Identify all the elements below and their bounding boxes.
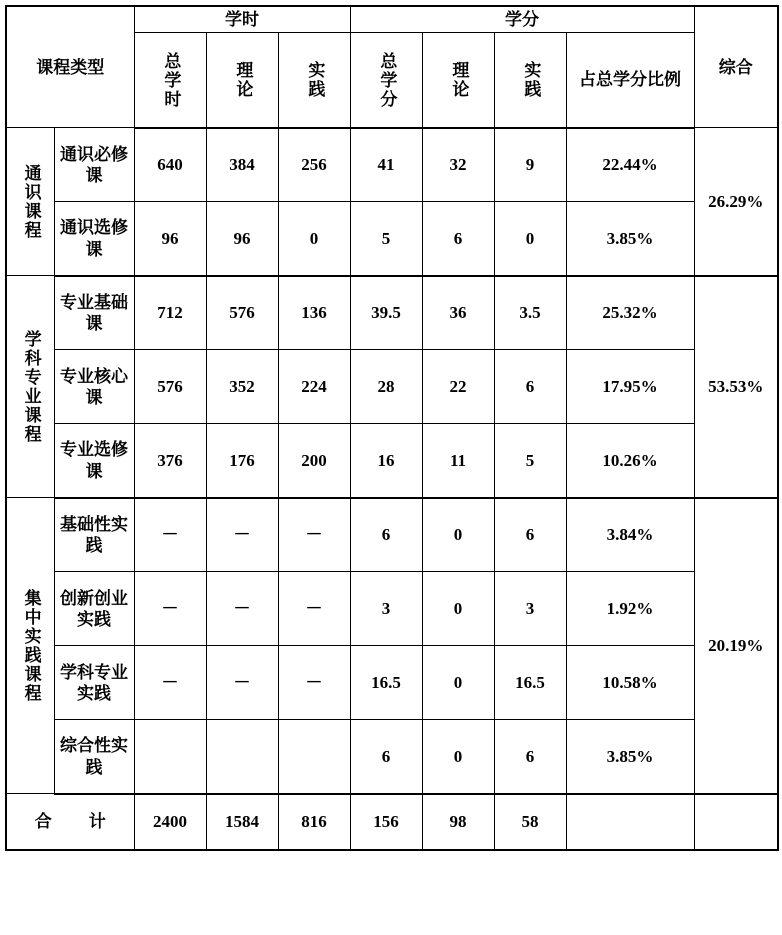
cell-credit-ratio: 25.32%: [566, 276, 694, 350]
cell-practice-hours: 0: [278, 202, 350, 276]
cell-credit-ratio: 10.26%: [566, 424, 694, 498]
total-theory-credits: 98: [422, 794, 494, 850]
cell-practice-credits: 6: [494, 720, 566, 794]
cell-total-hours: 640: [134, 128, 206, 202]
cell-total-credits: 6: [350, 720, 422, 794]
cell-practice-hours: 136: [278, 276, 350, 350]
table-header-row-1: [6, 6, 778, 33]
cell-theory-hours: －: [206, 646, 278, 720]
cell-theory-credits: 0: [422, 720, 494, 794]
cell-practice-credits: 6: [494, 498, 566, 572]
cell-theory-hours: 384: [206, 128, 278, 202]
cell-practice-credits: 3: [494, 572, 566, 646]
cell-theory-credits: 6: [422, 202, 494, 276]
group-label-major-text: 学科专业课程: [21, 329, 41, 444]
group-label-major: [6, 276, 54, 498]
total-theory-hours: 1584: [206, 794, 278, 850]
total-total-credits: 156: [350, 794, 422, 850]
row-label-practice-comprehensive: 综合性实践: [54, 720, 134, 794]
cell-theory-credits: 0: [422, 646, 494, 720]
cell-theory-credits: 22: [422, 350, 494, 424]
header-practice-credits: [494, 33, 566, 128]
row-label-major-elective: 专业选修课: [54, 424, 134, 498]
cell-theory-hours: －: [206, 498, 278, 572]
curriculum-summary-table: [5, 5, 779, 851]
cell-practice-hours: －: [278, 572, 350, 646]
cell-overall-practice: 20.19%: [694, 498, 778, 794]
cell-theory-hours: 176: [206, 424, 278, 498]
total-credit-ratio: [566, 794, 694, 850]
header-theory-hours: [206, 33, 278, 128]
header-total-hours: [134, 33, 206, 128]
cell-theory-hours: 96: [206, 202, 278, 276]
cell-practice-hours: 200: [278, 424, 350, 498]
cell-practice-hours: 256: [278, 128, 350, 202]
cell-credit-ratio: 1.92%: [566, 572, 694, 646]
cell-theory-credits: 36: [422, 276, 494, 350]
cell-credit-ratio: 3.85%: [566, 720, 694, 794]
cell-theory-credits: 11: [422, 424, 494, 498]
cell-practice-hours: －: [278, 498, 350, 572]
row-label-practice-innovation: 创新创业实践: [54, 572, 134, 646]
header-overall: 综合: [694, 6, 778, 128]
cell-total-hours: －: [134, 646, 206, 720]
header-total-hours-label: 总学时: [161, 51, 181, 109]
cell-credit-ratio: 22.44%: [566, 128, 694, 202]
table-row: [6, 646, 778, 720]
cell-practice-hours: 224: [278, 350, 350, 424]
total-practice-credits: 58: [494, 794, 566, 850]
cell-total-credits: 16.5: [350, 646, 422, 720]
cell-theory-hours: 352: [206, 350, 278, 424]
cell-overall-major: 53.53%: [694, 276, 778, 498]
table-total-row: [6, 794, 778, 850]
cell-practice-credits: 3.5: [494, 276, 566, 350]
header-practice-hours-label: 实践: [305, 61, 325, 99]
cell-credit-ratio: 17.95%: [566, 350, 694, 424]
cell-practice-credits: 0: [494, 202, 566, 276]
total-label: [6, 794, 134, 850]
document-page: [0, 5, 782, 935]
cell-theory-credits: 0: [422, 498, 494, 572]
row-label-practice-basic: 基础性实践: [54, 498, 134, 572]
total-practice-hours: 816: [278, 794, 350, 850]
cell-total-credits: 39.5: [350, 276, 422, 350]
cell-overall-general: 26.29%: [694, 128, 778, 276]
cell-total-credits: 3: [350, 572, 422, 646]
row-label-major-core: 专业核心课: [54, 350, 134, 424]
table-row: [6, 572, 778, 646]
cell-theory-hours: －: [206, 572, 278, 646]
total-label-text: 合 计: [34, 812, 116, 832]
cell-total-hours: －: [134, 572, 206, 646]
row-label-general-elective: 通识选修课: [54, 202, 134, 276]
table-row: [6, 202, 778, 276]
group-label-general: [6, 128, 54, 276]
cell-practice-credits: 5: [494, 424, 566, 498]
header-practice-hours: [278, 33, 350, 128]
cell-total-hours: 96: [134, 202, 206, 276]
table-row: [6, 276, 778, 350]
header-theory-credits: [422, 33, 494, 128]
cell-theory-hours: [206, 720, 278, 794]
cell-total-hours: 376: [134, 424, 206, 498]
cell-credit-ratio: 10.58%: [566, 646, 694, 720]
row-label-major-basic: 专业基础课: [54, 276, 134, 350]
cell-total-credits: 16: [350, 424, 422, 498]
header-hours-group: 学时: [134, 6, 350, 33]
cell-practice-credits: 16.5: [494, 646, 566, 720]
row-label-general-required: 通识必修课: [54, 128, 134, 202]
cell-credit-ratio: 3.84%: [566, 498, 694, 572]
cell-practice-hours: [278, 720, 350, 794]
cell-total-credits: 6: [350, 498, 422, 572]
table-row: [6, 350, 778, 424]
cell-total-credits: 5: [350, 202, 422, 276]
cell-total-hours: 712: [134, 276, 206, 350]
cell-total-credits: 28: [350, 350, 422, 424]
header-total-credits: [350, 33, 422, 128]
table-row: [6, 424, 778, 498]
group-label-practice-text: 集中实践课程: [21, 588, 41, 703]
cell-practice-hours: －: [278, 646, 350, 720]
cell-theory-credits: 0: [422, 572, 494, 646]
table-row: [6, 128, 778, 202]
group-label-practice: [6, 498, 54, 794]
header-theory-credits-label: 理论: [449, 61, 469, 99]
row-label-practice-major: 学科专业实践: [54, 646, 134, 720]
cell-credit-ratio: 3.85%: [566, 202, 694, 276]
cell-practice-credits: 9: [494, 128, 566, 202]
cell-practice-credits: 6: [494, 350, 566, 424]
table-row: [6, 720, 778, 794]
header-total-credits-label: 总学分: [377, 51, 397, 109]
group-label-general-text: 通识课程: [21, 163, 41, 240]
cell-theory-credits: 32: [422, 128, 494, 202]
cell-total-hours: 576: [134, 350, 206, 424]
cell-total-hours: －: [134, 498, 206, 572]
cell-total-credits: 41: [350, 128, 422, 202]
header-credits-group: 学分: [350, 6, 694, 33]
cell-total-hours: [134, 720, 206, 794]
header-credit-ratio: 占总学分比例: [566, 33, 694, 128]
table-row: [6, 498, 778, 572]
header-theory-hours-label: 理论: [233, 61, 253, 99]
header-practice-credits-label: 实践: [521, 61, 541, 99]
cell-theory-hours: 576: [206, 276, 278, 350]
total-overall: [694, 794, 778, 850]
total-total-hours: 2400: [134, 794, 206, 850]
header-course-type: 课程类型: [6, 6, 134, 128]
